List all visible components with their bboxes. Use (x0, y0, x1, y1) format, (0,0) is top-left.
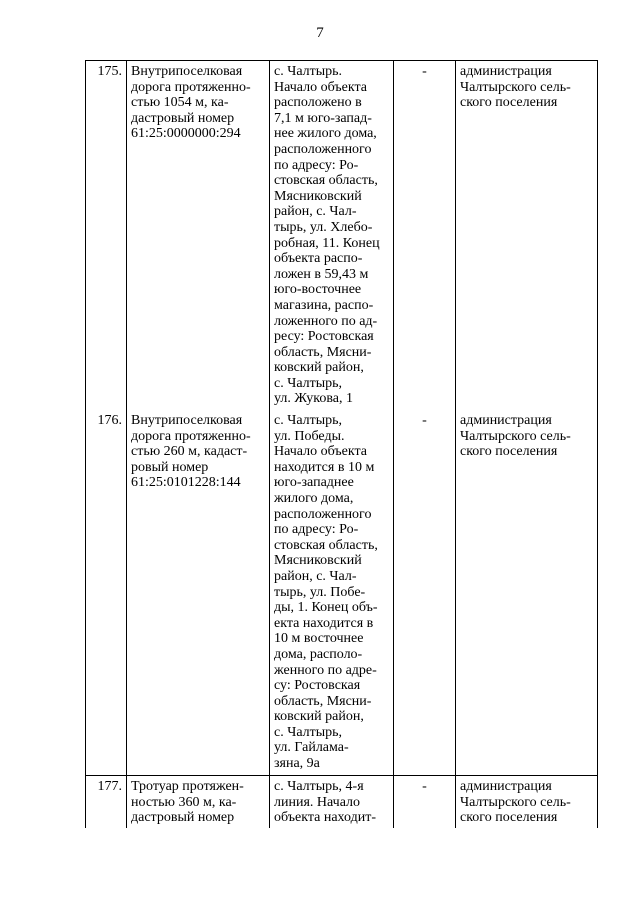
object-owner: администрация Чалтырского сель- ского поселения (456, 410, 598, 776)
object-name: Внутрипоселковая дорога протяженно- стью 260 м, кадаст- ровый номер 61:25:0101228:144 (127, 410, 270, 776)
object-owner: администрация Чалтырского сель- ского поселения (456, 776, 598, 828)
row-number: 176. (86, 410, 127, 776)
object-name: Внутрипоселковая дорога протяженно- стью 1054 м, ка- дастровый номер 61:25:0000000:294 (127, 61, 270, 411)
table-row (86, 776, 598, 828)
object-owner: администрация Чалтырского сель- ского поселения (456, 61, 598, 411)
table-row (86, 410, 598, 776)
table-row (86, 61, 598, 411)
row-number: 177. (86, 776, 127, 828)
registry-table (85, 60, 598, 828)
object-location: с. Чалтырь, ул. Победы. Начало объекта находится в 10 м юго-западнее жилого дома, расположенного по адресу: Ро- стовская область, Мясниковский район, с. Чал- тырь, ул. Побе- ды, 1. Конец объ- екта находится в 10 м восточнее дома, располо- женного по адре- су: Ростовская область, Мясни- ковский район, с. Чалтырь, ул. Гайлама- зяна, 9а (270, 410, 394, 776)
object-location: с. Чалтырь. Начало объекта расположено в 7,1 м юго-запад- нее жилого дома, расположенного по адресу: Ро- стовская область, Мясниковский район, с. Чал- тырь, ул. Хлебо- робная, 11. Конец объекта распо- ложен в 59,43 м юго-восточнее магазина, распо- ложенного по ад- ресу: Ростовская область, Мясни- ковский район, с. Чалтырь, ул. Жукова, 1 (270, 61, 394, 411)
row-number: 175. (86, 61, 127, 411)
object-location: с. Чалтырь, 4-я линия. Начало объекта находит- (270, 776, 394, 828)
empty-value-dash: - (394, 410, 456, 776)
page-number: 7 (316, 25, 324, 41)
empty-value-dash: - (394, 776, 456, 828)
object-name: Тротуар протяжен- ностью 360 м, ка- дастровый номер (127, 776, 270, 828)
empty-value-dash: - (394, 61, 456, 411)
